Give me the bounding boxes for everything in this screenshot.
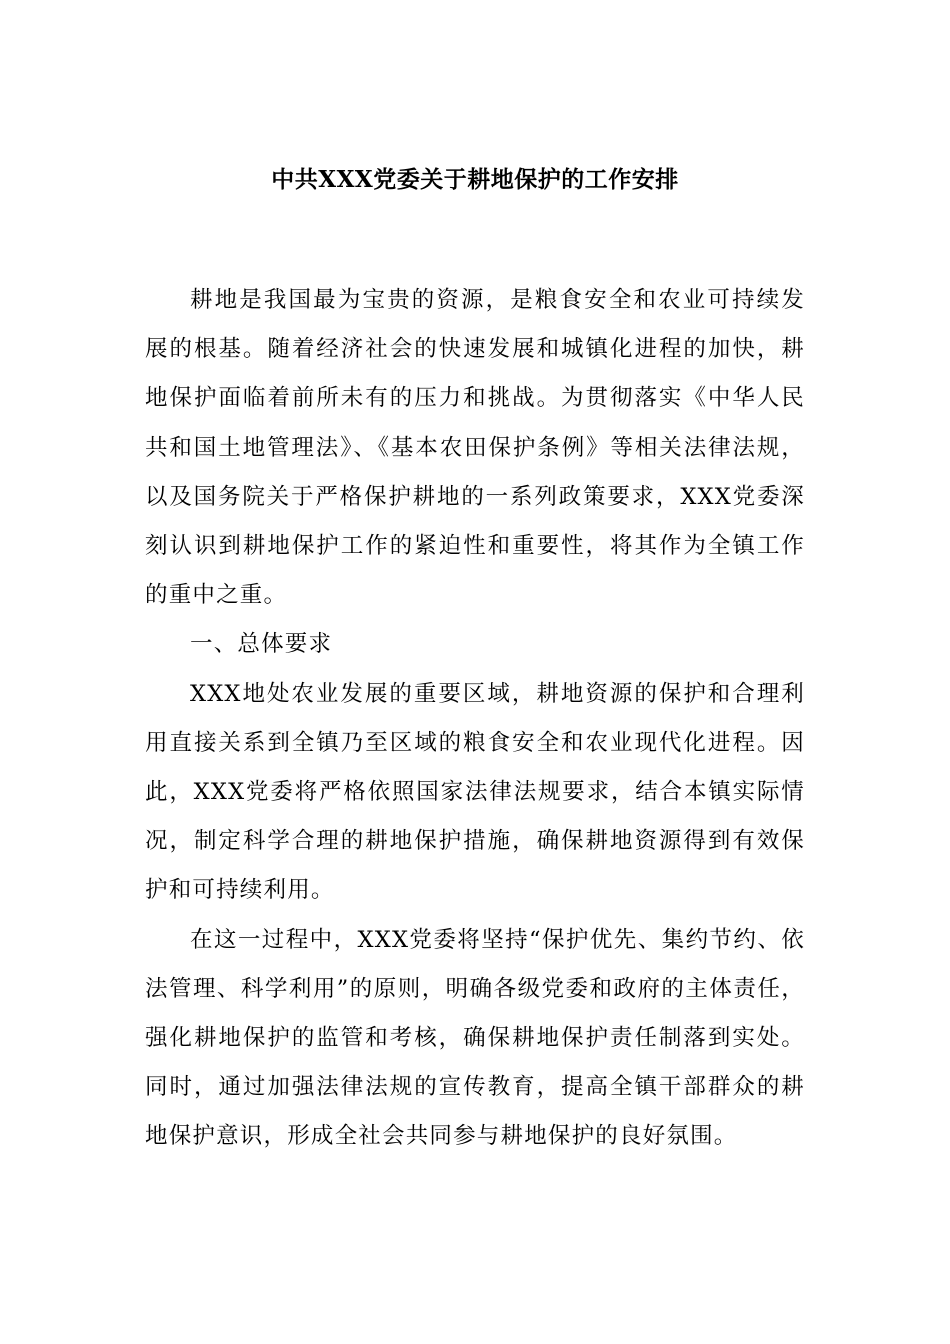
section-heading-general-requirements: 一、总体要求 bbox=[190, 631, 333, 658]
paragraph-principles: 在这一过程中，XXX党委将坚持“保护优先、集约节约、依法管理、科学利用”的原则，明确各级党委和政府的主体责任，强化耕地保护的监管和考核，确保耕地保护责任制落到实处。同时，通过加强法律法规的宣传教育，提高全镇干部群众的耕地保护意识，形成全社会共同参与耕地保护的良好氛围。 bbox=[145, 926, 805, 1150]
paragraph-intro: 耕地是我国最为宝贵的资源，是粮食安全和农业可持续发展的根基。随着经济社会的快速发展和城镇化进程的加快，耕地保护面临着前所未有的压力和挑战。为贯彻落实《中华人民共和国土地管理法》、《基本农田保护条例》等相关法律法规，以及国务院关于严格保护耕地的一系列政策要求，XXX党委深刻认识到耕地保护工作的紧迫性和重要性，将其作为全镇工作的重中之重。 bbox=[145, 287, 805, 609]
paragraph-region-overview: XXX地处农业发展的重要区域，耕地资源的保护和合理利用直接关系到全镇乃至区域的粮食安全和农业现代化进程。因此，XXX党委将严格依照国家法律法规要求，结合本镇实际情况，制定科学合理的耕地保护措施，确保耕地资源得到有效保护和可持续利用。 bbox=[145, 680, 805, 904]
document-body bbox=[145, 276, 805, 1162]
document-title: 中共XXX党委关于耕地保护的工作安排 bbox=[271, 166, 679, 193]
